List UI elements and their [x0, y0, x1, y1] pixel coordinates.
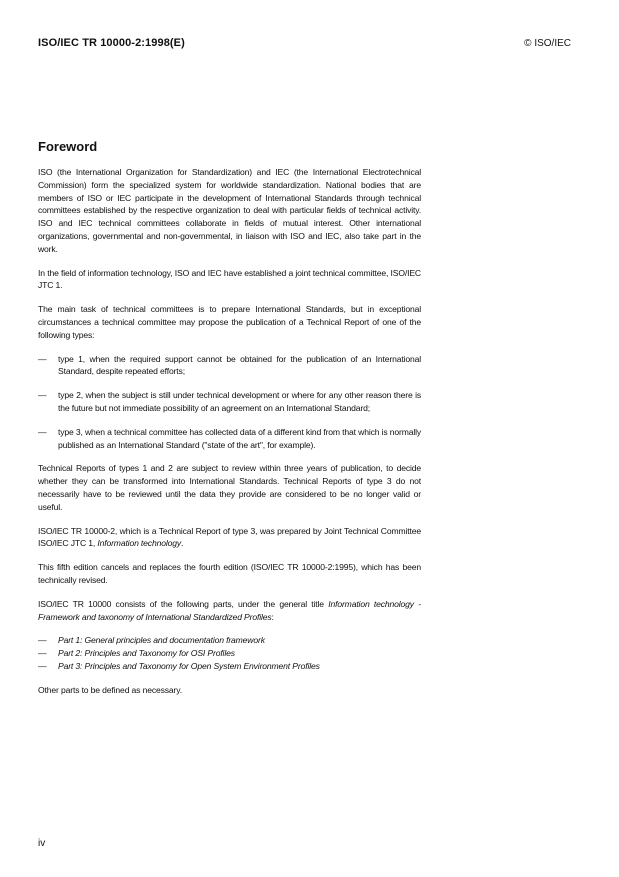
list-item-type-3 [38, 426, 421, 452]
parts-list [38, 634, 421, 672]
dash-bullet: — [38, 390, 47, 401]
dash-bullet: — [38, 426, 47, 437]
list-item-text: type 1, when the required support cannot be obtained for the publication of an International Standard, despite repeated efforts; [58, 353, 421, 377]
foreword-body [38, 166, 421, 708]
dash-bullet: — [38, 660, 47, 671]
list-item-text: type 2, when the subject is still under technical development or where for any other reason there is the future but not immediate possibility of an agreement on an International Standard; [58, 390, 421, 413]
paragraph-prepared-by: ISO/IEC TR 10000-2, which is a Technical Report of type 3, was prepared by Joint Technical Committee ISO/IEC JTC 1, Information technology. [38, 525, 421, 549]
list-item-text: type 3, when a technical committee has collected data of a different kind from that which is normally published as an International Standard ("state of the art", for example). [58, 426, 422, 450]
list-item-type-2 [38, 389, 421, 415]
copyright-notice: © ISO/IEC [524, 38, 571, 49]
paragraph-jtc1: In the field of information technology, ISO and IEC have established a joint technical committee, ISO/IEC JTC 1. [38, 267, 421, 291]
italic-general-title: Information technology - Framework and taxonomy of International Standardized Profiles [38, 598, 421, 622]
document-id: ISO/IEC TR 10000-2:1998(E) [38, 37, 185, 49]
list-item-text: Part 2: Principles and Taxonomy for OSI Profiles [58, 648, 235, 659]
page-title: Foreword [38, 139, 98, 154]
paragraph-edition: This fifth edition cancels and replaces the fourth edition (ISO/IEC TR 10000-2:1995), which has been technically revised. [38, 562, 421, 585]
paragraph-main-task: The main task of technical committees is to prepare International Standards, but in exceptional circumstances a technical committee may propose the publication of a Technical Report of one of the following types: [38, 304, 421, 340]
italic-title: Information technology [97, 538, 182, 549]
paragraph-review: Technical Reports of types 1 and 2 are subject to review within three years of publication, to decide whether they can be transformed into International Standards. Technical Reports of type 3 do not necessarily have to be reviewed until the data they provide are considered to be no longer valid or useful. [38, 463, 421, 512]
list-item-part-3 [38, 660, 421, 673]
paragraph-intro: ISO (the International Organization for Standardization) and IEC (the International Electrotechnical Commission) form the specialized system for worldwide standardization. National bodies that are members of ISO or IEC participate in the development of International Standards through technical committees established by the respective organization to deal with particular fields of technical activity. ISO and IEC technical committees collaborate in fields of mutual interest. Other international organizations, governmental and non-governmental, in liaison with ISO and IEC, also take part in the work. [38, 167, 421, 254]
list-item-type-1 [38, 353, 421, 379]
list-item-part-2 [38, 647, 421, 660]
dash-bullet: — [38, 648, 47, 659]
list-item-text: Part 3: Principles and Taxonomy for Open System Environment Profiles [58, 660, 320, 671]
dash-bullet: — [38, 635, 47, 646]
list-item-text: Part 1: General principles and documentation framework [58, 635, 265, 646]
list-item-part-1 [38, 634, 421, 647]
dash-bullet: — [38, 353, 47, 364]
paragraph-other-parts: Other parts to be defined as necessary. [38, 684, 182, 695]
paragraph-parts-intro: ISO/IEC TR 10000 consists of the following parts, under the general title Information technology - Framework and taxonomy of International Standardized Profiles: [38, 598, 421, 622]
page-number: iv [38, 838, 46, 849]
